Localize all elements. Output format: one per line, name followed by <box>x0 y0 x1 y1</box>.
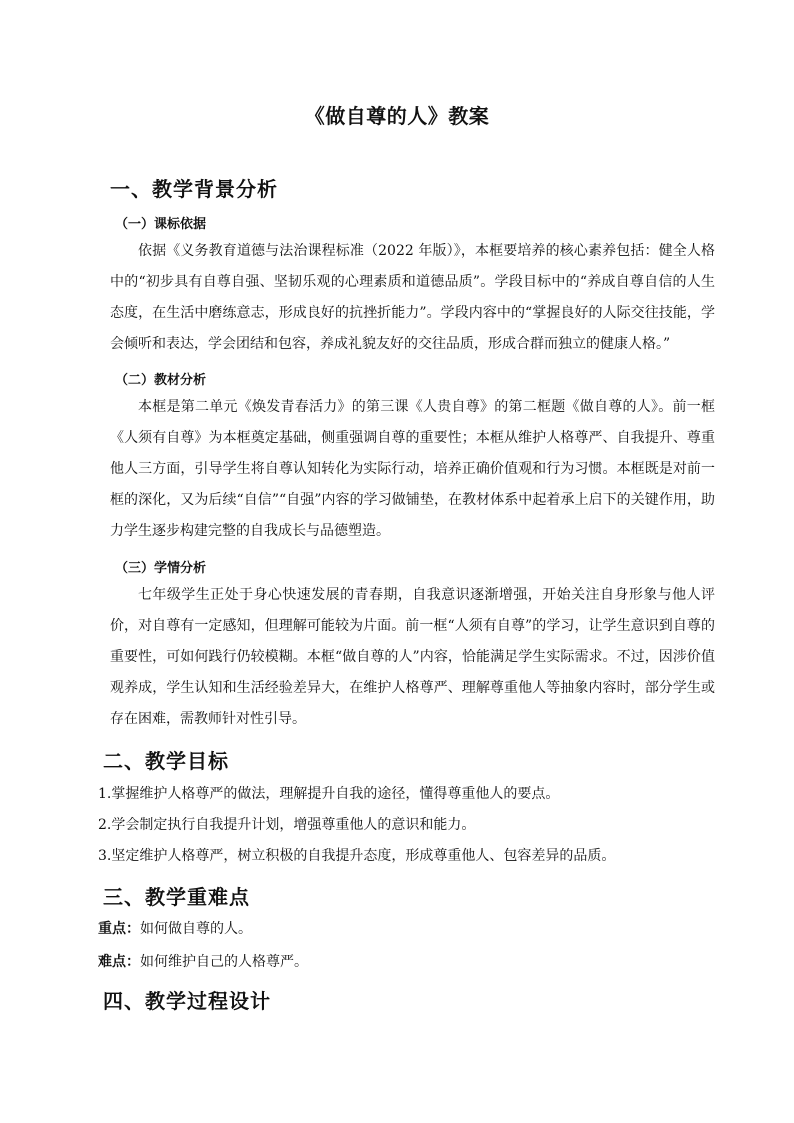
list-item: 1.掌握维护人格尊严的做法，理解提升自我的途径，懂得尊重他人的要点。 <box>98 786 560 802</box>
section-heading-teaching-process: 四、教学过程设计 <box>103 989 271 1013</box>
difficulty-text: 如何维护自己的人格尊严。 <box>140 954 308 970</box>
document-title: 《做自尊的人》教案 <box>304 104 490 128</box>
difficulty-label: 难点： <box>98 954 140 970</box>
paragraph-textbook-analysis: 本框是第二单元《焕发青春活力》的第三课《人贵自尊》的第二框题《做自尊的人》。前一框《人须有自尊》为本框奠定基础，侧重强调自尊的重要性；本框从维护人格尊严、自我提升、尊重他人三方面，引导学生将自尊认知转化为实际行动，培养正确价值观和行为习惯。本框既是对前一框的深化，又为后续“自信”“自强”内容的学习做铺垫，在教材体系中起着承上启下的关键作用，助力学生逐步构建完整的自我成长与品德塑造。 <box>110 399 715 539</box>
section-heading-key-difficulties: 三、教学重难点 <box>103 885 250 909</box>
section-heading-background-analysis: 一、教学背景分析 <box>110 177 278 201</box>
teaching-goals-list <box>98 779 708 872</box>
key-point-text: 如何做自尊的人。 <box>140 921 252 937</box>
list-item: 2.学会制定执行自我提升计划，增强尊重他人的意识和能力。 <box>98 817 476 833</box>
paragraph-student-analysis: 七年级学生正处于身心快速发展的青春期，自我意识逐渐增强，开始关注自身形象与他人评价，对自尊有一定感知，但理解可能较为片面。前一框“人须有自尊”的学习，让学生意识到自尊的重要性，可如何践行仍较模糊。本框“做自尊的人”内容，恰能满足学生实际需求。不过，因涉价值观养成，学生认知和生活经验差异大，在维护人格尊严、理解尊重他人等抽象内容时，部分学生或存在困难，需教师针对性引导。 <box>110 587 715 727</box>
key-point-label: 重点： <box>98 921 140 937</box>
subsection-heading-textbook-analysis: （二）教材分析 <box>115 373 207 388</box>
section-heading-teaching-goals: 二、教学目标 <box>103 749 229 773</box>
key-point-row <box>98 918 252 938</box>
paragraph-curriculum-basis: 依据《义务教育道德与法治课程标准（2022 年版）》，本框要培养的核心素养包括：健全人格中的“初步具有自尊自强、坚韧乐观的心理素质和道德品质”。学段目标中的“养成自尊自信的人生态度，在生活中磨练意志，形成良好的抗挫折能力”。学段内容中的“掌握良好的人际交往技能，学会倾听和表达，学会团结和包容，养成礼貌友好的交往品质，形成合群而独立的健康人格。” <box>110 243 715 352</box>
difficulty-row <box>98 951 308 971</box>
subsection-heading-curriculum-basis: （一）课标依据 <box>115 217 207 232</box>
list-item: 3.坚定维护人格尊严，树立积极的自我提升态度，形成尊重他人、包容差异的品质。 <box>98 848 616 864</box>
subsection-heading-student-analysis: （三）学情分析 <box>115 561 207 576</box>
